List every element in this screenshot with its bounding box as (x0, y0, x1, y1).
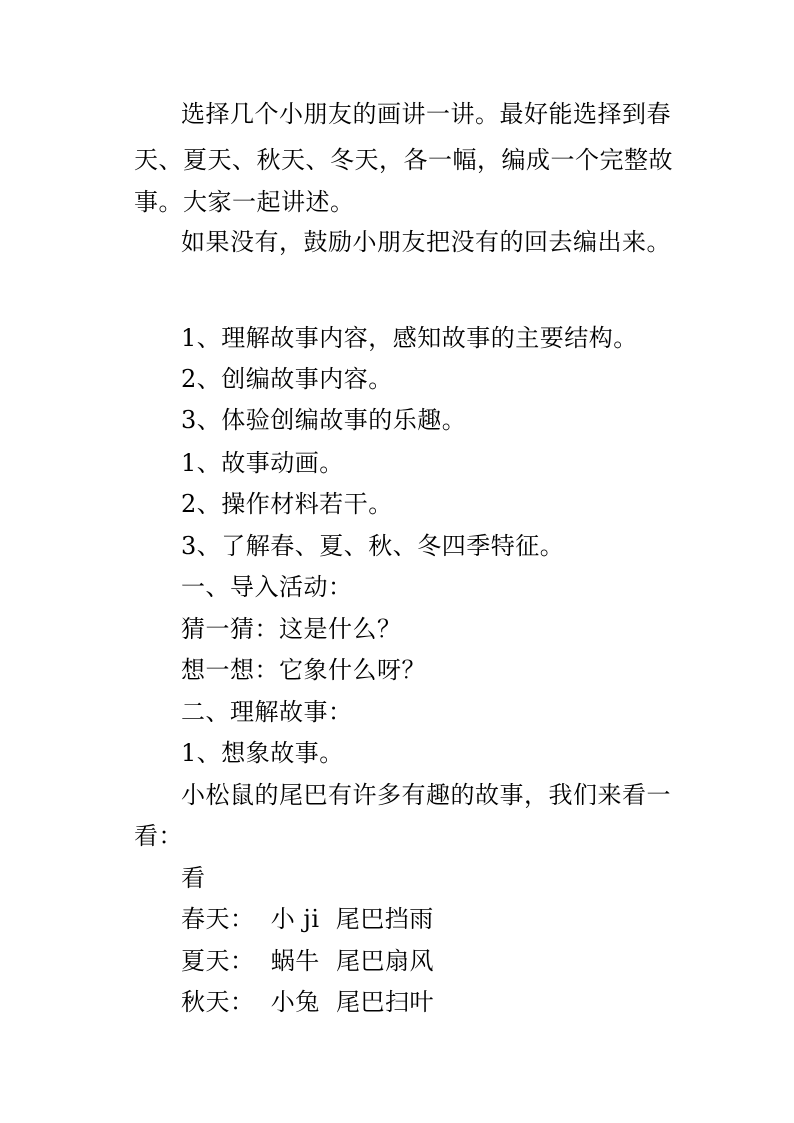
guess-line: 猜一猜：这是什么？ (181, 615, 402, 643)
season-spring: 春天： 小 ji 尾巴挡雨 (181, 905, 434, 933)
goal-item-2: 2、创编故事内容。 (181, 365, 393, 393)
section-heading-import: 一、导入活动： (181, 573, 353, 601)
intro-line-1: 选择几个小朋友的画讲一讲。最好能选择到春 (181, 100, 671, 128)
preparation-item-1: 1、故事动画。 (181, 449, 344, 477)
story-line-2: 看： (134, 822, 183, 850)
goal-item-3: 3、体验创编故事的乐趣。 (181, 406, 467, 434)
season-summer: 夏天： 蜗牛 尾巴扇风 (181, 947, 435, 975)
intro-line-3: 事。大家一起讲述。 (134, 188, 355, 216)
preparation-item-2: 2、操作材料若干。 (181, 490, 393, 518)
section-heading-understand: 二、理解故事： (181, 698, 353, 726)
think-line: 想一想：它象什么呀？ (181, 656, 426, 684)
intro-line-2: 天、夏天、秋天、冬天，各一幅，编成一个完整故 (134, 146, 673, 174)
story-line-1: 小松鼠的尾巴有许多有趣的故事，我们来看一 (181, 781, 671, 809)
step-imagine: 1、想象故事。 (181, 739, 344, 767)
goal-item-1: 1、理解故事内容，感知故事的主要结构。 (181, 324, 638, 352)
encourage-line: 如果没有，鼓励小朋友把没有的回去编出来。 (181, 228, 671, 256)
look-line: 看 (181, 864, 206, 892)
preparation-item-3: 3、了解春、夏、秋、冬四季特征。 (181, 532, 565, 560)
season-autumn: 秋天： 小兔 尾巴扫叶 (181, 988, 435, 1016)
